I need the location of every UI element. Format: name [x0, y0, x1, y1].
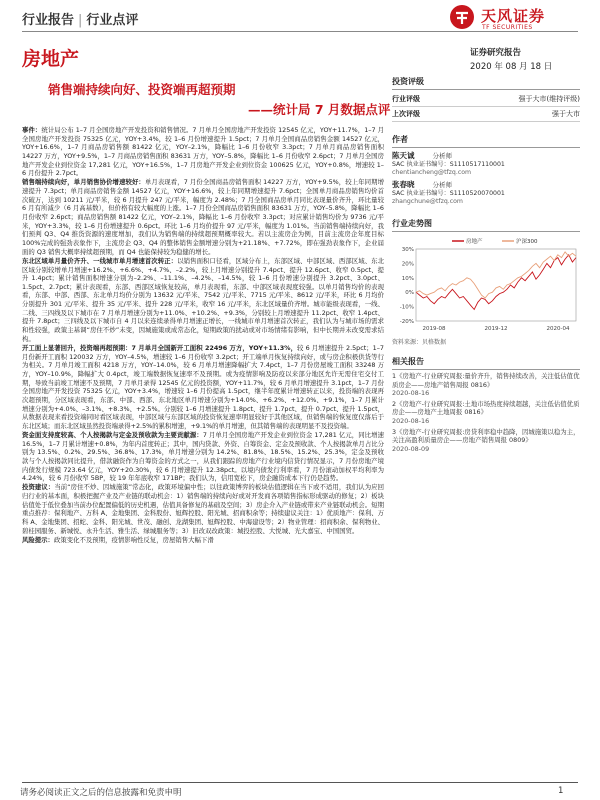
- y-tick-label: 10%: [401, 275, 414, 282]
- body-paragraph: [22, 344, 384, 431]
- y-tick-label: 0%: [405, 290, 414, 297]
- body-paragraph: [22, 178, 384, 256]
- brand-name: 天风证券: [481, 7, 546, 25]
- body-paragraph: [22, 257, 384, 344]
- analyst-role: 分析师: [432, 181, 452, 189]
- sidebar: [392, 76, 580, 453]
- series-line-1: [416, 252, 576, 298]
- related-report[interactable]: [392, 428, 580, 454]
- trend-chart-svg: [392, 235, 580, 335]
- analyst-name: 张春晓: [392, 180, 415, 189]
- paragraph-lead: 投资建议：: [22, 483, 55, 492]
- brand-logo: [449, 4, 579, 34]
- x-tick-label: 2019-12: [484, 326, 508, 332]
- chart-plot-frame: [416, 249, 576, 321]
- paragraph-lead: 资金面支持度较高、个人按揭款与定金及预收款为主要贡献源：: [22, 430, 203, 439]
- rating-value: 强于大市(维持评级): [518, 95, 580, 103]
- paragraph-lead: 事件：: [22, 126, 42, 134]
- related-report-title[interactable]: 2《房地产-行业研究周报:土地市场热度持续超越，关注低估值优质房企——房地产土地周报 0816》: [392, 399, 580, 417]
- y-tick-label: -10%: [399, 304, 414, 311]
- page-number: 1: [558, 786, 564, 796]
- related-heading: 相关报告: [392, 356, 580, 370]
- sector-title: 房地产: [22, 48, 80, 70]
- paragraph-lead: 开工面上显著回升，投资端再超预期：7 月单月全国新开工面积 22496 万方，YOY+11.3%，: [22, 343, 298, 352]
- paragraph-lead: 风险提示：: [22, 535, 54, 544]
- analyst-name: 陈天诚: [392, 151, 415, 160]
- paragraph-text: 单月表现看，7 月份全国商品房销售面积 14227 万方，YOY+9.5%，较上年同期增速提升 7.3pct；单月商品房销售金额 14527 亿元，YOY+16.6%，较上年同期增速提升 7.6pct；全国单月商品房销售均价首次破万，达到 10211 元/平米，较 6 月提升 247 元/平米，幅度为 2.48%；7 月全国商品房单月同比表现量价齐升，环比量较 6 月有所减少（6 月高基数），但价格有较大幅度的上涨。1–7 月份全国商品房销售面积 83631 万方，YOY–5.8%，降幅比 1–6 月份收窄 2.6pct；商品房销售额 81422 亿元，YOY–2.1%，降幅比 1–6 月份收窄 3.3pct；对应累计销售均价为 9736 元/平米，YOY+3.3%，较 1–6 月份增速提升 0.6pct。环比 1–6 月均价提升 97 元/平米，幅度为 1.01%。当前销售端持续向好，我们预判 Q3、Q4 推货资源的速度增加，我们认为销售端的持续超预期概率较大。若以主流房企为例，目前主流房企年度目标 100%完成的强劲表象作下，主流房企 Q3、Q4 的整体销售金额增速分别为+21.18%、+7.72%，即在强劲表象作下，企业届面的 Q3 销售大概率持续超预期，而 Q4 也能保持较为稳健的增长。: [22, 178, 384, 256]
- related-report[interactable]: [392, 400, 580, 426]
- body-paragraph: [22, 483, 384, 535]
- report-category: [22, 9, 138, 28]
- chart-source: 资料来源：贝格数据: [392, 339, 447, 346]
- rating-label: 行业评级: [392, 95, 420, 103]
- paragraph-text: 当前“房住不炒、因城施策”常态化，政策环境偏中性；以往政策博弈的板块估值逻辑在当下或不适用，我们认为应回归行业的基本面，积极把握产业及产业链的联动机会：1）销售端的持续向好或对开发商各项销售指标形成驱动的修复；2）板块估值处于低位叠加当前办位配置偏低的历史机遇，估值具备修复的基础及空间；3）房企介入产业链或带来产业链联动机会。短期重点推荐：保利地产、万科 A、金地集团、金科股份、旭辉控股、阳光城、招商积余等；持续建议关注：1）优质地产：保利、万科 A、金地集团、招蛇、金科、阳光城、世茂、融创、龙湖集团、旭辉控股、中海建设等；2）物业管理：招商积余、保利物业、碧桂园服务、新城悦、永升生活、雅生活、绿城服务等；3）旧改双改政策：城投控股、大悦城、光大嘉宝、中国国贸。: [22, 483, 384, 535]
- paragraph-text: 7 月单月全国房地产开发企业到位资金 17,281 亿元，同比增速 16.5%，1–7 月累计增速+0.8%，为年内首度转正；其中，国内贷款、外资、自筹资金、定金及预收款、个人按揭款单月占比分别为 13.5%、0.2%、29.5%、36.8%、17.3%，单月增速分别为 14.2%、81.8%、18.5%、15.2%、25.3%，定金及预收款与个人按揭款同比提升，借款融资作为自筹资金的方式之一，从我们跟踪的房地产行业境内信贷行情况显示，7 月份房地产境内债发行规模 723.64 亿元，YOY+20.30%，较 6 月增速提升 12.38pct。以境内债发行利率看，7 月份滚动加权平均利率为 4.24%，较 6 月份收窄 5BP，较 19 年年底收窄 171BP；我们认为，信用宽松下，房企融资成本下行仍是趋势。: [22, 430, 384, 483]
- y-tick-label: -20%: [399, 319, 414, 325]
- report-type: 证券研究报告: [470, 48, 522, 58]
- body-paragraph: [22, 126, 384, 178]
- footer-divider: [22, 782, 578, 783]
- legend-label: 房地产: [466, 239, 483, 245]
- analyst-role: 分析师: [432, 152, 452, 160]
- paragraph-text: 以销售面积口径看，区域分布上，东部区域、中部区域、西部区域、东北区域分别较增单月增速+16.2%、+6.6%、+4.7%、–2.2%，较上月增速分别提升 7.4pct、提升 12.6pct、收窄 0.5pct、提升 1.4pct；累计销售面积增速分别为–2.2%、–11.1%、–4.2%、–14.5%，较 1–6 月份增速分别提升 3.2pct、3.0pct、1.5pct、2.7pct；累计表现看，东部、西部区域恢复较高，单月表现看，东部、中部区域表现度较强。以单月销售均价的表现看，东部、中部、西部、东北单月均价分别为 13632 元/平米、7542 元/平米、7715 元/平米、8612 元/平米，环比 6 月均价分别提升 301 元/平米、提升 35 元/平米、提升 228 元/平米，收窄 16 元/平米，东北区域量价齐增。城市能级表现看，一线、二线、三四线及以下城市在 7 月单月增速分别为+11.0%、+10.2%、+9.3%，分别较上月增速提升 11.2pct、收窄 1.4pct、提升 7.8pct；三四线及以下城市自 4 月以来连续录得单月增速正增长，一线城市单月增速首次转正，我们认为与城市场的需求和性较强，政策主基调“房住不炒”未变，因城施策或成常态化，短期政策的扰动或对市场情绪有影响，但中长期并未改变需求结构。: [22, 256, 384, 343]
- rating-label: 上次评级: [392, 110, 420, 118]
- legend-label: 沪深300: [516, 239, 538, 245]
- analyst-card: [392, 181, 580, 206]
- analyst-email[interactable]: chentiancheng@tfzq.com: [392, 169, 472, 176]
- rating-row: [392, 107, 580, 122]
- body-paragraph: [22, 536, 384, 545]
- rating-heading: 投资评级: [392, 76, 580, 90]
- trend-heading: 行业走势图: [392, 218, 580, 232]
- report-title: 销售端持续向好、投资端再超预期: [48, 82, 236, 97]
- related-report-date: 2020-08-16: [392, 416, 430, 425]
- rating-value: 强于大市: [552, 110, 580, 118]
- related-report-date: 2020-08-16: [392, 389, 430, 398]
- trend-chart: [392, 235, 580, 335]
- report-subtitle: ——统计局 7 月数据点评: [248, 102, 391, 117]
- series-line-0: [416, 255, 576, 310]
- brand-logo-icon: [449, 4, 475, 30]
- paragraph-text: 政策变化不及预期，疫情影响性反复，房屋销售大幅下滑: [53, 535, 214, 544]
- paragraph-text: 较 6 月增速提升 2.5pct；1–7 月份新开工面积 120032 万方，YOY–4.5%，增速较 1–6 月份收窄 3.2pct；开工端单月恢复持续向好，或与房企积极供货等行为相关。7 月单月竣工面积 4218 万方，YOY–14.0%，较 6 月单月增速降幅扩大 7.4pct，1–7 月份房屋竣工面积 33248 万方，YOY–10.9%，降幅扩大 0.4pct，竣工端数据恢复速率不及预期。或为疫情影响及防疫以来部分地区允许无需住宅交付工期，导致当前竣工增速不及预期，7 月单月录得 12545 亿元的投资额，YOY+11.7%，较 6 月单月增速提升 3.1pct，1–7 月份全国房地产开发投资 75325 亿元，YOY+3.4%，增速较 1–6 月份提高 1.5pct，继半年度累计增速转正以来，投资端的表现再次超预期，分区域表现看，东部、中部、西部、东北地区单月增速分别为+14.0%、+6.2%、+12.0%、+9.1%，1–7 月累计增速分别为+4.0%、–3.1%、+8.3%、+2.5%。分别较 1–6 月增速提升 1.8pct、提升 1.7pct、提升 0.7pct、提升 1.5pct，从数据表现来看投资端同时看区域表现，中部区域与东部区域的投资恢复速率明显较好于其他区域，但销售端的恢复度仅落后于东北区域；而东北区域虽然投资端录得+2.5%的累积增速，+9.1%的单月增速，但其销售端的表现明显不及投资端。: [22, 343, 384, 430]
- paragraph-lead: 东北区域单月量价齐升、一线城市单月增速首次转正：: [22, 256, 178, 265]
- disclaimer-note: 请务必阅读正文之后的信息披露和免责申明: [20, 788, 182, 798]
- paragraph-text: 统计局公布 1–7 月全国房地产开发投资和销售情况。7 月单月全国房地产开发投资 12545 亿元，YOY+11.7%，1–7 月全国房地产开发投资 75325 亿元，YOY+3.4%，较 1–6 月份增速提升 1.5pct；7 月单月全国商品房销售金额 14527 亿元，YOY+16.6%，1–7 月商品房销售额 81422 亿元，YOY–2.1%，降幅比 1–6 月份收窄 3.3pct；7 月单月商品房销售面积 14227 万方，YOY+9.5%，1–7 月商品房销售面积 83631 万方，YOY–5.8%，降幅比 1–6 月份收窄 2.6pct；7 月单月全国房地产开发企业到位资金 17,281 亿元，YOY+16.5%，1–7 月房地产开发企业到位资金 100625 亿元，YOY+0.8%，增速较 1–6 月份提升 2.7pct。: [22, 126, 384, 178]
- category-separator: |: [78, 13, 83, 28]
- report-date: 2020 年 08 月 18 日: [470, 62, 553, 72]
- analyst-cert: SAC 执业证书编号：S1110520070001: [392, 190, 505, 197]
- related-report-title[interactable]: 3《房地产-行业研究周报:房贷利率稳中趋降，因城施策以稳为主，关注高盈利质量房企——房地产销售周报 0809》: [392, 427, 580, 445]
- rating-row: [392, 92, 580, 107]
- brand-name-en: TF SECURITIES: [482, 24, 533, 31]
- related-report-date: 2020-08-09: [392, 444, 430, 453]
- analyst-email[interactable]: zhangchune@tfzq.com: [392, 198, 463, 205]
- related-report-title[interactable]: 1《房地产-行业研究周报:量价齐升，销售持续改善，关注低估值优质房企——房地产销售周报 0816》: [392, 372, 580, 389]
- y-tick-label: 30%: [401, 247, 414, 253]
- body-paragraph: [22, 431, 384, 483]
- analyst-card: [392, 152, 580, 177]
- y-tick-label: 20%: [401, 261, 414, 268]
- analyst-cert: SAC 执业证书编号：S1110517110001: [392, 161, 505, 168]
- x-tick-label: 2020-04: [546, 326, 570, 332]
- x-tick-label: 2019-08: [422, 326, 446, 332]
- report-body: [22, 126, 384, 762]
- authors-heading: 作者: [392, 134, 580, 148]
- related-report[interactable]: [392, 372, 580, 398]
- subcategory-label: 行业点评: [86, 13, 139, 28]
- category-label: 行业报告: [22, 13, 75, 28]
- paragraph-lead: 销售端持续向好，单月销售协价增速较好：: [22, 178, 145, 187]
